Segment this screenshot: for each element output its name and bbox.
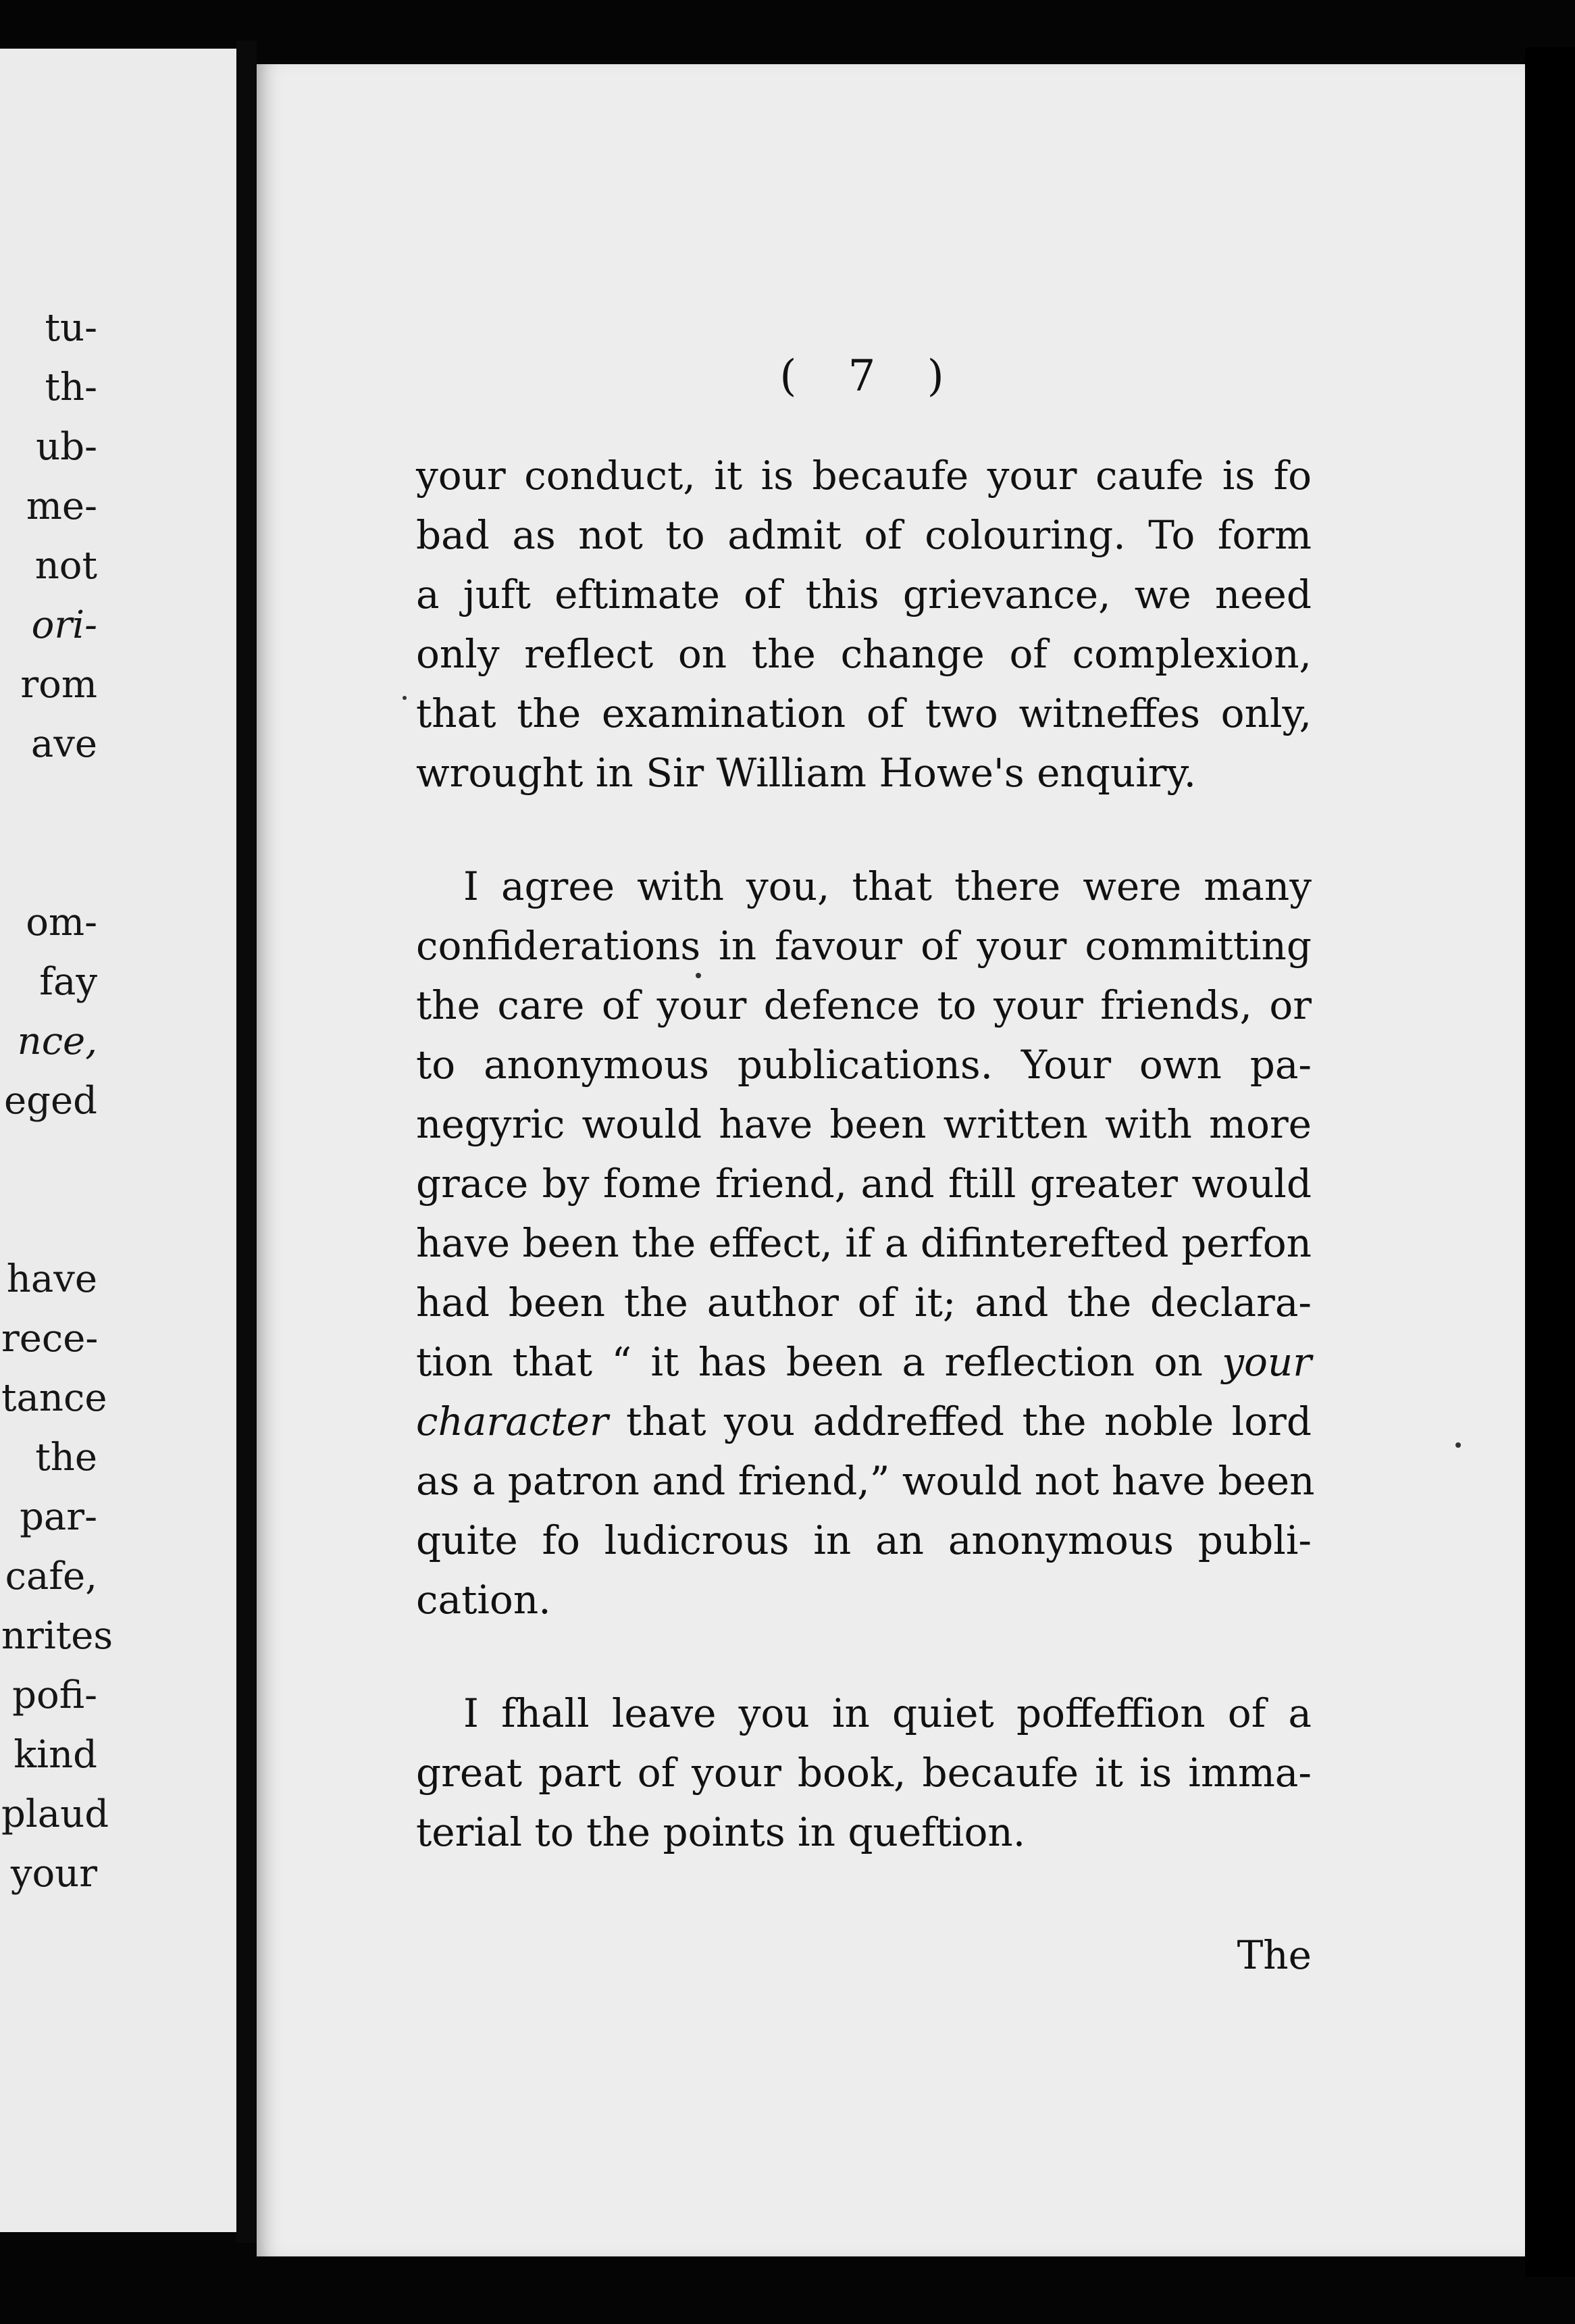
text-line: character that you addreffed the noble lord	[416, 1398, 1312, 1444]
text-line: as a patron and friend,” would not have been	[416, 1458, 1315, 1504]
book-gutter	[236, 41, 257, 2243]
paragraph-gap	[416, 1630, 1312, 1684]
body-text	[416, 446, 1315, 1862]
text-line: that the examination of two witneffes only,	[416, 690, 1312, 736]
left-page-line: your	[10, 1852, 97, 1896]
left-page-line: par-	[20, 1495, 97, 1539]
left-page-text-fragments	[0, 49, 236, 2232]
left-page-line: rece-	[1, 1317, 99, 1361]
ink-speck	[403, 696, 407, 700]
text-line: have been the effect, if a difinterefted perfon	[416, 1220, 1312, 1266]
ink-speck	[1455, 1442, 1461, 1448]
left-page-line: tance	[1, 1376, 107, 1420]
catchword: The	[1237, 1932, 1312, 1978]
left-page-line: rom	[20, 663, 97, 707]
text-line: great part of your book, becaufe it is imma-	[416, 1750, 1312, 1796]
scan-border	[1525, 47, 1575, 2277]
text-line: grace by fome friend, and ftill greater would	[416, 1161, 1312, 1207]
left-page-line: eged	[4, 1079, 97, 1123]
text-line: I agree with you, that there were many	[463, 863, 1312, 909]
emphasis: character	[416, 1398, 609, 1444]
paragraph	[416, 446, 1312, 803]
left-page-line: tu-	[45, 306, 97, 350]
left-page-line: fay	[39, 960, 97, 1004]
left-page-line: plaud	[1, 1792, 109, 1836]
text-line: cation.	[416, 1577, 551, 1623]
left-page-line: me-	[26, 484, 97, 528]
text-line: the care of your defence to your friends, or	[416, 982, 1312, 1028]
left-page-line: cafe,	[5, 1555, 97, 1598]
text-line: I fhall leave you in quiet poffeffion of a	[463, 1690, 1312, 1736]
left-page-line: nrites	[1, 1614, 113, 1658]
left-page-line: nce,	[17, 1019, 97, 1063]
text-line: to anonymous publications. Your own pa-	[416, 1042, 1312, 1088]
text-line: a juft eftimate of this grievance, we need	[416, 572, 1312, 617]
left-page-line: th-	[45, 365, 97, 409]
left-page-line: ave	[30, 722, 97, 766]
left-page-line: ub-	[36, 425, 97, 469]
paragraph-gap	[416, 803, 1312, 857]
left-page-line: the	[35, 1436, 97, 1480]
left-page-line: have	[6, 1257, 97, 1301]
left-page-line: ori-	[31, 603, 97, 647]
left-facing-page	[0, 49, 236, 2232]
emphasis: your	[1222, 1339, 1312, 1385]
text-line: negyric would have been written with more	[416, 1101, 1312, 1147]
left-page-line: om-	[26, 901, 97, 944]
text-line: terial to the points in queftion.	[416, 1809, 1026, 1855]
text-line: tion that “ it has been a reflection on your	[416, 1339, 1312, 1385]
left-page-line: pofi-	[12, 1673, 97, 1717]
text-line: quite fo ludicrous in an anonymous publi-	[416, 1517, 1312, 1563]
text-line: confiderations in favour of your committing	[416, 923, 1312, 969]
text-line: bad as not to admit of colouring. To form	[416, 512, 1312, 558]
ink-speck	[696, 973, 701, 978]
text-line: wrought in Sir William Howe's enquiry.	[416, 750, 1197, 796]
paragraph	[416, 1684, 1312, 1862]
paragraph	[416, 857, 1315, 1630]
left-page-line: kind	[14, 1733, 97, 1777]
text-line: only reflect on the change of complexion,	[416, 631, 1312, 677]
left-page-line: not	[34, 544, 97, 588]
text-line: had been the author of it; and the declara-	[416, 1280, 1312, 1325]
page-number: ( 7 )	[779, 351, 963, 401]
text-line: your conduct, it is becaufe your caufe is fo	[416, 453, 1312, 499]
